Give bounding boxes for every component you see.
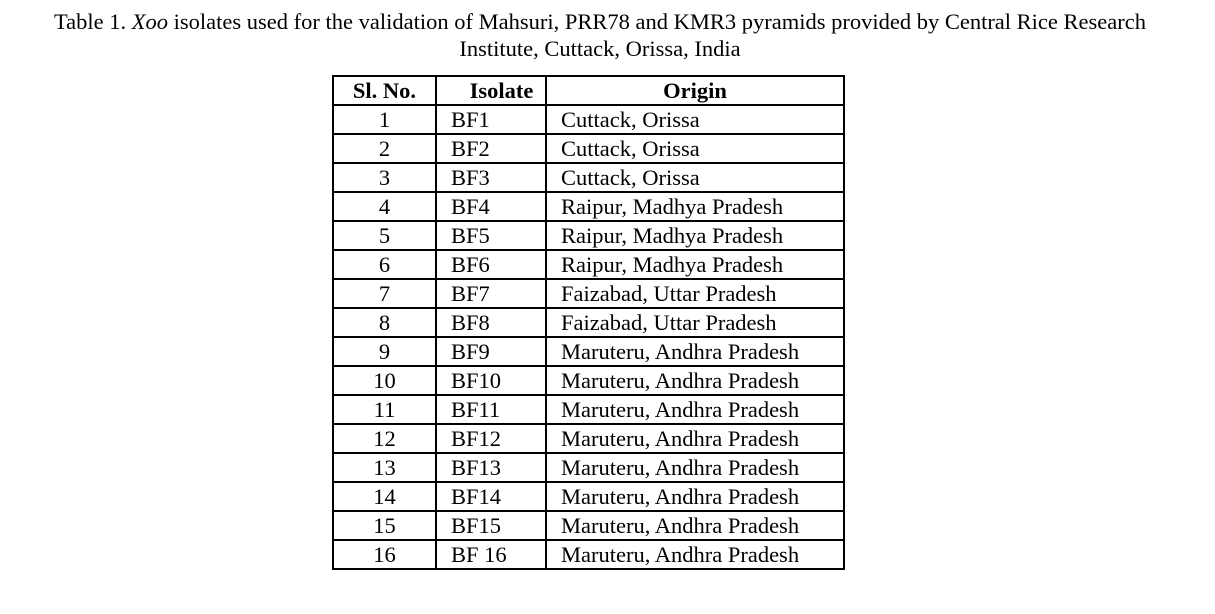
table-row	[333, 192, 844, 221]
caption-line-2: Institute, Cuttack, Orissa, India	[459, 36, 741, 61]
cell-sl-no: 2	[333, 134, 436, 163]
cell-sl-no: 12	[333, 424, 436, 453]
cell-sl-no: 15	[333, 511, 436, 540]
header-sl-no: Sl. No.	[333, 76, 436, 105]
cell-sl-no: 14	[333, 482, 436, 511]
cell-origin: Maruteru, Andhra Pradesh	[546, 482, 844, 511]
cell-origin: Maruteru, Andhra Pradesh	[546, 511, 844, 540]
header-origin: Origin	[546, 76, 844, 105]
cell-origin: Cuttack, Orissa	[546, 163, 844, 192]
table-row	[333, 366, 844, 395]
table-row	[333, 250, 844, 279]
table-row	[333, 453, 844, 482]
caption-text: isolates used for the validation of Mahsuri, PRR78 and KMR3 pyramids provided by Central Rice Research	[168, 9, 1146, 34]
cell-isolate: BF9	[436, 337, 546, 366]
cell-sl-no: 10	[333, 366, 436, 395]
cell-sl-no: 11	[333, 395, 436, 424]
caption-line-1	[0, 8, 1200, 35]
cell-isolate: BF13	[436, 453, 546, 482]
table-caption	[0, 8, 1200, 62]
table-row	[333, 279, 844, 308]
table-row	[333, 163, 844, 192]
table-row	[333, 540, 844, 569]
cell-sl-no: 6	[333, 250, 436, 279]
cell-origin: Raipur, Madhya Pradesh	[546, 221, 844, 250]
cell-isolate: BF2	[436, 134, 546, 163]
cell-origin: Cuttack, Orissa	[546, 134, 844, 163]
table-row	[333, 482, 844, 511]
cell-sl-no: 8	[333, 308, 436, 337]
table-header-row	[333, 76, 844, 105]
cell-origin: Maruteru, Andhra Pradesh	[546, 453, 844, 482]
cell-origin: Maruteru, Andhra Pradesh	[546, 366, 844, 395]
cell-isolate: BF5	[436, 221, 546, 250]
cell-isolate: BF1	[436, 105, 546, 134]
cell-origin: Raipur, Madhya Pradesh	[546, 250, 844, 279]
cell-isolate: BF7	[436, 279, 546, 308]
cell-origin: Maruteru, Andhra Pradesh	[546, 424, 844, 453]
table-row	[333, 511, 844, 540]
cell-isolate: BF12	[436, 424, 546, 453]
cell-sl-no: 13	[333, 453, 436, 482]
cell-isolate: BF6	[436, 250, 546, 279]
table-row	[333, 337, 844, 366]
cell-origin: Cuttack, Orissa	[546, 105, 844, 134]
cell-sl-no: 1	[333, 105, 436, 134]
cell-origin: Faizabad, Uttar Pradesh	[546, 308, 844, 337]
cell-sl-no: 7	[333, 279, 436, 308]
cell-origin: Raipur, Madhya Pradesh	[546, 192, 844, 221]
cell-sl-no: 9	[333, 337, 436, 366]
cell-origin: Maruteru, Andhra Pradesh	[546, 540, 844, 569]
cell-origin: Maruteru, Andhra Pradesh	[546, 337, 844, 366]
cell-sl-no: 16	[333, 540, 436, 569]
cell-isolate: BF4	[436, 192, 546, 221]
cell-isolate: BF11	[436, 395, 546, 424]
table-row	[333, 134, 844, 163]
cell-isolate: BF14	[436, 482, 546, 511]
cell-isolate: BF8	[436, 308, 546, 337]
table-row	[333, 105, 844, 134]
cell-origin: Maruteru, Andhra Pradesh	[546, 395, 844, 424]
cell-origin: Faizabad, Uttar Pradesh	[546, 279, 844, 308]
cell-sl-no: 3	[333, 163, 436, 192]
cell-isolate: BF3	[436, 163, 546, 192]
isolates-table	[332, 75, 845, 570]
table-row	[333, 221, 844, 250]
cell-isolate: BF 16	[436, 540, 546, 569]
table-row	[333, 308, 844, 337]
table-row	[333, 424, 844, 453]
cell-isolate: BF15	[436, 511, 546, 540]
table-body	[333, 105, 844, 569]
cell-isolate: BF10	[436, 366, 546, 395]
cell-sl-no: 5	[333, 221, 436, 250]
caption-prefix: Table 1.	[54, 9, 132, 34]
caption-organism: Xoo	[131, 9, 169, 34]
cell-sl-no: 4	[333, 192, 436, 221]
table-row	[333, 395, 844, 424]
header-isolate: Isolate	[436, 76, 546, 105]
